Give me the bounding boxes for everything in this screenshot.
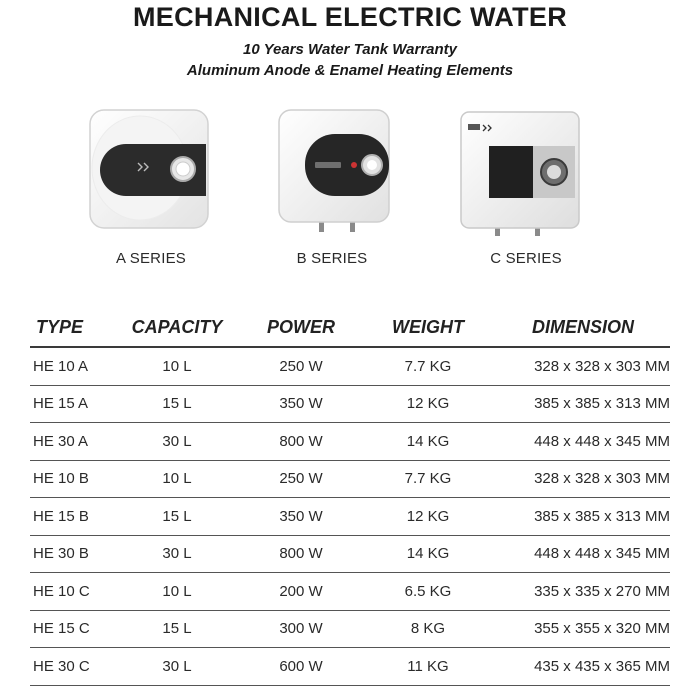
cell-weight: 7.7 KG [360,460,496,498]
water-heater-c-image [441,108,611,238]
product-c-label: C SERIES [490,250,562,267]
cell-type: HE 10 B [30,460,112,498]
cell-power: 250 W [242,460,360,498]
cell-capacity: 30 L [112,423,242,461]
cell-dimension: 448 x 448 x 345 MM [496,423,670,461]
product-b-label: B SERIES [296,250,368,267]
table-header-row [30,308,670,347]
cell-dimension: 385 x 385 x 313 MM [496,385,670,423]
cell-power: 800 W [242,535,360,573]
table-row [30,423,670,461]
cell-dimension: 328 x 328 x 303 MM [496,460,670,498]
cell-capacity: 10 L [112,573,242,611]
cell-weight: 12 KG [360,498,496,536]
header-power: POWER [242,308,360,347]
cell-dimension: 355 x 355 x 320 MM [496,610,670,648]
product-a-label: A SERIES [116,250,186,267]
cell-type: HE 30 A [30,423,112,461]
water-heater-b-image [247,108,417,238]
cell-power: 600 W [242,648,360,686]
cell-capacity: 10 L [112,347,242,385]
cell-type: HE 30 C [30,648,112,686]
page-title: MECHANICAL ELECTRIC WATER [133,2,567,32]
table-row [30,460,670,498]
cell-power: 300 W [242,610,360,648]
cell-weight: 8 KG [360,610,496,648]
cell-weight: 11 KG [360,648,496,686]
cell-type: HE 15 C [30,610,112,648]
table-row [30,385,670,423]
table-row [30,535,670,573]
cell-type: HE 15 B [30,498,112,536]
header-weight: WEIGHT [360,308,496,347]
cell-capacity: 10 L [112,460,242,498]
cell-capacity: 15 L [112,610,242,648]
cell-weight: 12 KG [360,385,496,423]
cell-dimension: 435 x 435 x 365 MM [496,648,670,686]
cell-type: HE 10 C [30,573,112,611]
cell-power: 200 W [242,573,360,611]
cell-power: 800 W [242,423,360,461]
cell-dimension: 328 x 328 x 303 MM [496,347,670,385]
cell-weight: 6.5 KG [360,573,496,611]
table-row [30,498,670,536]
cell-weight: 7.7 KG [360,347,496,385]
header-dimension: DIMENSION [496,308,670,347]
header-type: TYPE [30,308,112,347]
cell-weight: 14 KG [360,535,496,573]
specifications-table [30,308,670,686]
table-row [30,648,670,686]
table-row [30,610,670,648]
cell-capacity: 15 L [112,385,242,423]
materials-subtitle: Aluminum Anode & Enamel Heating Elements [186,62,514,79]
cell-power: 250 W [242,347,360,385]
cell-weight: 14 KG [360,423,496,461]
table-row [30,347,670,385]
cell-capacity: 30 L [112,535,242,573]
cell-dimension: 448 x 448 x 345 MM [496,535,670,573]
cell-power: 350 W [242,498,360,536]
header-capacity: CAPACITY [112,308,242,347]
cell-dimension: 335 x 335 x 270 MM [496,573,670,611]
cell-type: HE 15 A [30,385,112,423]
cell-capacity: 30 L [112,648,242,686]
cell-capacity: 15 L [112,498,242,536]
warranty-subtitle: 10 Years Water Tank Warranty [243,41,457,58]
cell-dimension: 385 x 385 x 313 MM [496,498,670,536]
cell-type: HE 30 B [30,535,112,573]
water-heater-a-image [66,108,236,238]
cell-power: 350 W [242,385,360,423]
cell-type: HE 10 A [30,347,112,385]
table-row [30,573,670,611]
